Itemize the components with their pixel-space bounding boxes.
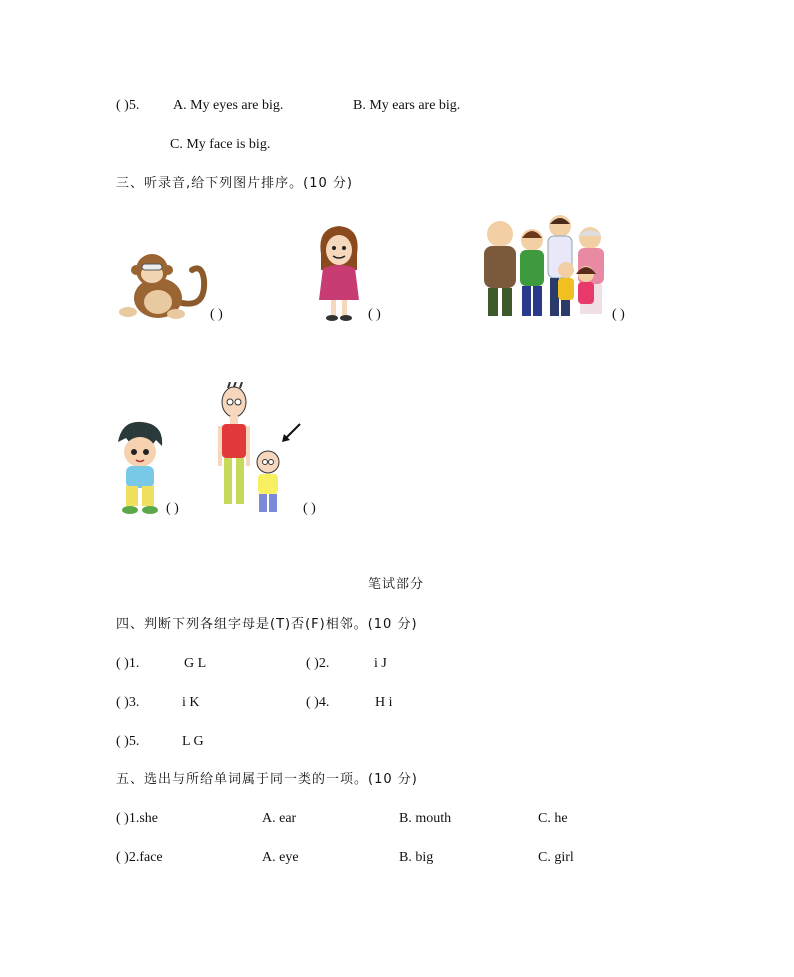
- s4-item-3-letters: i K: [182, 695, 200, 710]
- family-answer-blank[interactable]: ( ): [612, 307, 625, 322]
- s5-item-2-word[interactable]: ( )2.face: [116, 850, 163, 865]
- s5-item-1-option-b: B. mouth: [399, 811, 452, 826]
- monkey-answer-blank[interactable]: ( ): [210, 307, 223, 322]
- boy-answer-blank[interactable]: ( ): [166, 501, 179, 516]
- monkey-picture: [114, 250, 210, 322]
- s5-item-1-option-a: A. ear: [262, 811, 297, 826]
- q5-option-b: B. My ears are big.: [353, 98, 461, 113]
- s4-item-4-blank[interactable]: ( )4.: [306, 695, 330, 710]
- s4-item-1-blank[interactable]: ( )1.: [116, 656, 140, 671]
- section4-title: 四、判断下列各组字母是(T)否(F)相邻。(10 分): [116, 617, 418, 632]
- s5-item-1-word[interactable]: ( )1.she: [116, 811, 158, 826]
- section5-title: 五、选出与所给单词属于同一类的一项。(10 分): [116, 772, 418, 787]
- s4-item-4-letters: H i: [375, 695, 393, 710]
- s4-item-1-letters: G L: [184, 656, 207, 671]
- s5-item-2-option-a: A. eye: [262, 850, 299, 865]
- girl-picture: [311, 224, 367, 322]
- written-part-title: 笔试部分: [368, 577, 425, 592]
- boy-picture: [112, 420, 166, 516]
- s4-item-3-blank[interactable]: ( )3.: [116, 695, 140, 710]
- s5-item-1-option-c: C. he: [538, 811, 568, 826]
- q5-blank[interactable]: ( )5.: [116, 98, 140, 113]
- s4-item-5-blank[interactable]: ( )5.: [116, 734, 140, 749]
- s4-item-5-letters: L G: [182, 734, 204, 749]
- girl-answer-blank[interactable]: ( ): [368, 307, 381, 322]
- s5-item-2-option-c: C. girl: [538, 850, 574, 865]
- s4-item-2-blank[interactable]: ( )2.: [306, 656, 330, 671]
- family-picture: [470, 212, 612, 320]
- tall-and-short-picture: [212, 382, 306, 516]
- s4-item-2-letters: i J: [374, 656, 387, 671]
- s5-item-2-option-b: B. big: [399, 850, 434, 865]
- q5-option-c: C. My face is big.: [170, 137, 271, 152]
- section3-title: 三、听录音,给下列图片排序。(10 分): [116, 176, 353, 191]
- tall-short-answer-blank[interactable]: ( ): [303, 501, 316, 516]
- q5-option-a: A. My eyes are big.: [173, 98, 284, 113]
